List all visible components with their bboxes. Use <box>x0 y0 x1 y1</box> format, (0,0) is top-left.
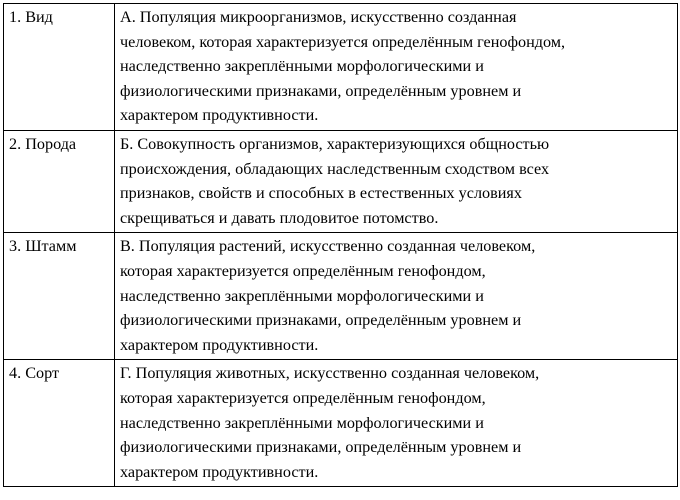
term-cell: 1. Вид <box>4 4 115 131</box>
definition-line: В. Популяция растений, искусственно созданная человеком, <box>120 237 536 256</box>
definition-line: происхождения, обладающих наследственным сходством всех <box>120 159 550 178</box>
definition-line: признаков, свойств и способных в естественных условиях <box>120 184 522 203</box>
definition-line: которая характеризуется определённым генофондом, <box>120 261 486 280</box>
definition-line: физиологическими признаками, определённым уровнем и <box>120 81 522 100</box>
table-row <box>4 4 678 131</box>
definition-line: наследственно закреплёнными морфологическими и <box>120 57 484 76</box>
table-row <box>4 233 678 360</box>
definition-line: Б. Совокупность организмов, характеризующихся общностью <box>120 134 550 153</box>
definition-line: наследственно закреплёнными морфологическими и <box>120 286 484 305</box>
definition-line: человеком, которая характеризуется определённым генофондом, <box>120 32 566 51</box>
definition-line: характером продуктивности. <box>120 106 319 125</box>
definition-cell <box>115 4 678 131</box>
definition-line: физиологическими признаками, определённым уровнем и <box>120 438 522 457</box>
matching-table <box>3 3 678 487</box>
definition-cell <box>115 360 678 487</box>
definition-line: Г. Популяция животных, искусственно созданная человеком, <box>120 364 540 383</box>
definition-line: которая характеризуется определённым генофондом, <box>120 388 486 407</box>
term-cell: 2. Порода <box>4 130 115 232</box>
definition-cell <box>115 130 678 232</box>
definition-line: скрещиваться и давать плодовитое потомство. <box>120 208 439 227</box>
table-row <box>4 360 678 487</box>
definition-line: характером продуктивности. <box>120 335 319 354</box>
definition-line: наследственно закреплёнными морфологическими и <box>120 413 484 432</box>
table-row <box>4 130 678 232</box>
definition-line: А. Популяция микроорганизмов, искусственно созданная <box>120 8 517 26</box>
definition-cell <box>115 233 678 360</box>
definition-line: физиологическими признаками, определённым уровнем и <box>120 311 522 330</box>
definition-line: характером продуктивности. <box>120 462 319 481</box>
term-cell: 3. Штамм <box>4 233 115 360</box>
term-cell: 4. Сорт <box>4 360 115 487</box>
